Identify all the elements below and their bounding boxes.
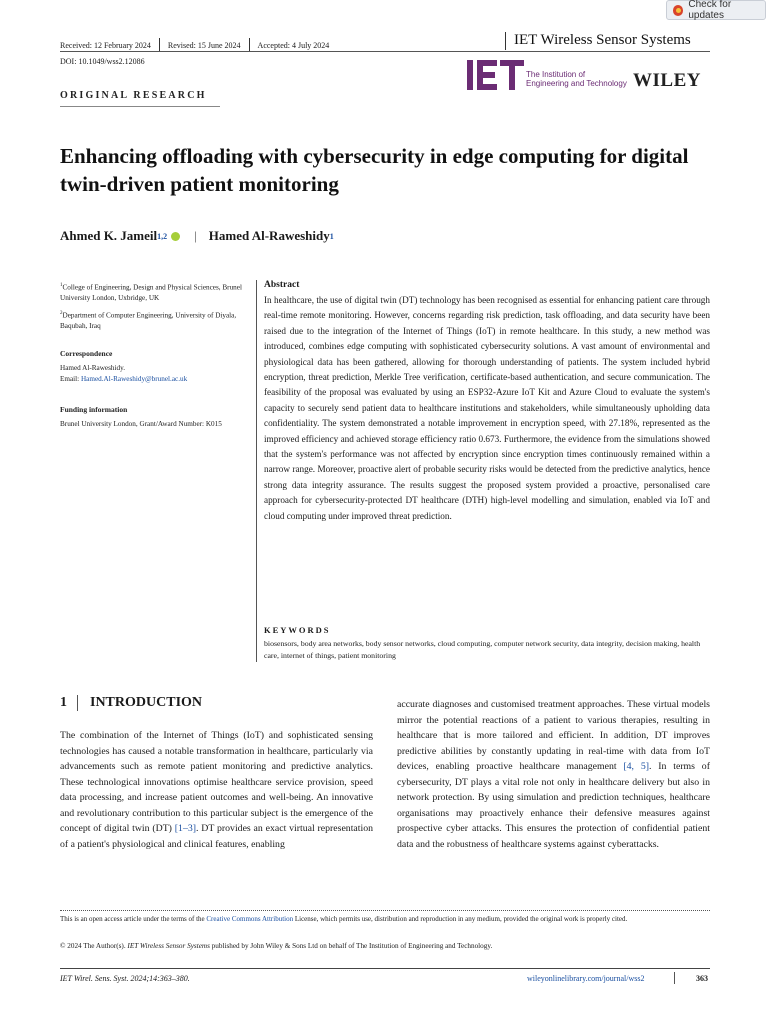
divider: | [194, 228, 197, 243]
iet-logo [467, 60, 525, 90]
keywords-label: KEYWORDS [264, 625, 331, 635]
article-title: Enhancing offloading with cybersecurity in edge computing for digital twin-driven patient monitoring [60, 144, 689, 196]
correspondence-name: Hamed Al-Raweshidy. [60, 364, 126, 372]
reference-link[interactable]: [4, 5] [623, 761, 649, 772]
intro-column-2: accurate diagnoses and customised treatment approaches. These virtual models mirror the potential reactions of a patient to various therapies, resulting in healthcare that is more tailored and efficient. In addition, DT improves predictive abilities by constantly updating in real-time with data from IoT devices, enabling proactive healthcare management [4, 5]. In terms of cybersecurity, DT plays a vital role not only in healthcare delivery but also in network protection. By using simulation and prediction techniques, healthcare organisations may proactively enhance their defensive measures against prospective cyber attacks. This ensures the protection of confidential patient data and the robustness of healthcare systems against cyberattacks. [397, 699, 710, 850]
article-dates [60, 38, 337, 52]
divider [674, 972, 675, 984]
check-for-updates-button[interactable] [666, 0, 766, 20]
article-type: ORIGINAL RESEARCH [60, 90, 207, 101]
funding-text: Brunel University London, Grant/Award Number: K015 [60, 420, 222, 428]
iet-name [526, 70, 627, 88]
section-heading [60, 695, 202, 711]
footer-rule [60, 968, 710, 969]
affiliation-2: $^2$Department of Computer Engineering, University of Diyala, Baqubah, Iraq [60, 311, 237, 331]
doi: DOI: 10.1049/wss2.12086 [60, 57, 145, 66]
citation: IET Wirel. Sens. Syst. 2024;14:363–380. [60, 974, 190, 983]
journal-name: IET Wireless Sensor Systems [514, 32, 691, 48]
correspondence-email-row: Email: Hamed.Al-Raweshidy@brunel.ac.uk [60, 375, 188, 383]
abstract-text: In healthcare, the use of digital twin (DT) technology has been recognised as essential for enhancing patient care through real-time remote monitoring. However, concerns regarding risk prediction, task offloading, and data security have been raised due to the integration of the Internet of Things (IoT) in remote healthcare. In this study, a new method was introduced, combines edge computing with sophisticated cybersecurity solutions. A vast amount of environmental and physiological data has been gathered, allowing for thorough understanding of patients. The system included hybrid encryption, threat prediction, Merkle Tree verification, certificate-based authentication, and secure communication. The feasibility of the proposal was evaluated by using an ESP32-Azure IoT Kit and Azure Cloud to evaluate the system's capacity to securely send patient data to healthcare institutions and stakeholders, while simultaneously upholding data confidentiality. The system demonstrated a notable improvement in encryption speed, with 27.18%, represented as the improved efficiency and achieved storage efficiency ratio 0.673. Furthermore, the evidence from the simulations showed that the system's performance was not affected by encryption since encryption times continuously remained within a narrow range. Moreover, proactive alert of probable security risks would be detected from the predictive analytics, hence strong data integrity assurance. The results suggest the proposed system provided a proactive, personalised care approach for cybersecurity-protected DT healthcare (DTH) high-level modelling and simulation, enabled via IoT and cloud computing under improved threat prediction. [264, 295, 710, 521]
journal-url-link[interactable]: wileyonlinelibrary.com/journal/wss2 [527, 974, 645, 983]
revised-date: Revised: 15 June 2024 [167, 40, 241, 50]
crossmark-icon [673, 5, 683, 16]
check-for-updates-label: Check for updates [688, 0, 732, 21]
funding-label: Funding information [60, 405, 128, 414]
keywords-text: biosensors, body area networks, body sensor networks, cloud computing, computer network security, data integrity, decision making, health care, internet of things, patient monitoring [264, 639, 701, 660]
license-link[interactable]: Creative Commons Attribution [206, 915, 294, 923]
author-affiliation: 1,2 [157, 231, 168, 241]
author-list [60, 228, 334, 244]
iet-name-line2: Engineering and Technology [526, 79, 627, 88]
orcid-icon[interactable] [171, 232, 180, 241]
author-affiliation: 1 [329, 231, 334, 241]
page-number: 363 [696, 974, 708, 983]
wiley-logo: WILEY [633, 70, 701, 91]
section-title: INTRODUCTION [90, 695, 203, 710]
column-divider [256, 280, 257, 662]
reference-link[interactable]: [1–3] [174, 823, 197, 834]
abstract-label: Abstract [264, 280, 300, 290]
article-type-rule [60, 106, 220, 107]
correspondence-label: Correspondence [60, 349, 113, 358]
correspondence [60, 348, 245, 385]
open-access-note: This is an open access article under the terms of the Creative Commons Attribution License, which permits use, distribution and reproduction in any medium, provided the original work is properly cited. [60, 915, 628, 923]
footnote-rule [60, 910, 710, 911]
affiliation-1: $^1$College of Engineering, Design and Physical Sciences, Brunel University London, Uxbridge, UK [60, 283, 242, 303]
funding [60, 404, 245, 430]
author-name[interactable]: Hamed Al-Raweshidy [208, 228, 330, 243]
section-number: 1 [60, 695, 67, 710]
iet-name-line1: The Institution of [526, 70, 586, 79]
header-rule [60, 51, 710, 52]
email-link[interactable]: Hamed.Al-Raweshidy@brunel.ac.uk [80, 375, 188, 383]
accepted-date: Accepted: 4 July 2024 [257, 40, 330, 50]
copyright-note: © 2024 The Author(s). IET Wireless Sensor Systems published by John Wiley & Sons Ltd on behalf of The Institution of Engineering and Technology. [60, 942, 493, 950]
received-date: Received: 12 February 2024 [60, 40, 151, 50]
divider [77, 695, 78, 711]
intro-column-1: The combination of the Internet of Things (IoT) and sophisticated sensing technologies has caused a notable transformation in healthcare, particularly via advancements such as remote patient monitoring and predictive analytics. These technological innovations optimise healthcare service provision, speed data processing, and increase patient outcomes and well-being. An innovative and revolutionary contribution to this particular subject is the emergence of the concept of digital twin (DT) [1–3]. DT provides an exact virtual representation of a patient's physiological and clinical features, enabling [60, 730, 373, 850]
author-name[interactable]: Ahmed K. Jameil [60, 228, 158, 243]
divider [505, 32, 506, 50]
